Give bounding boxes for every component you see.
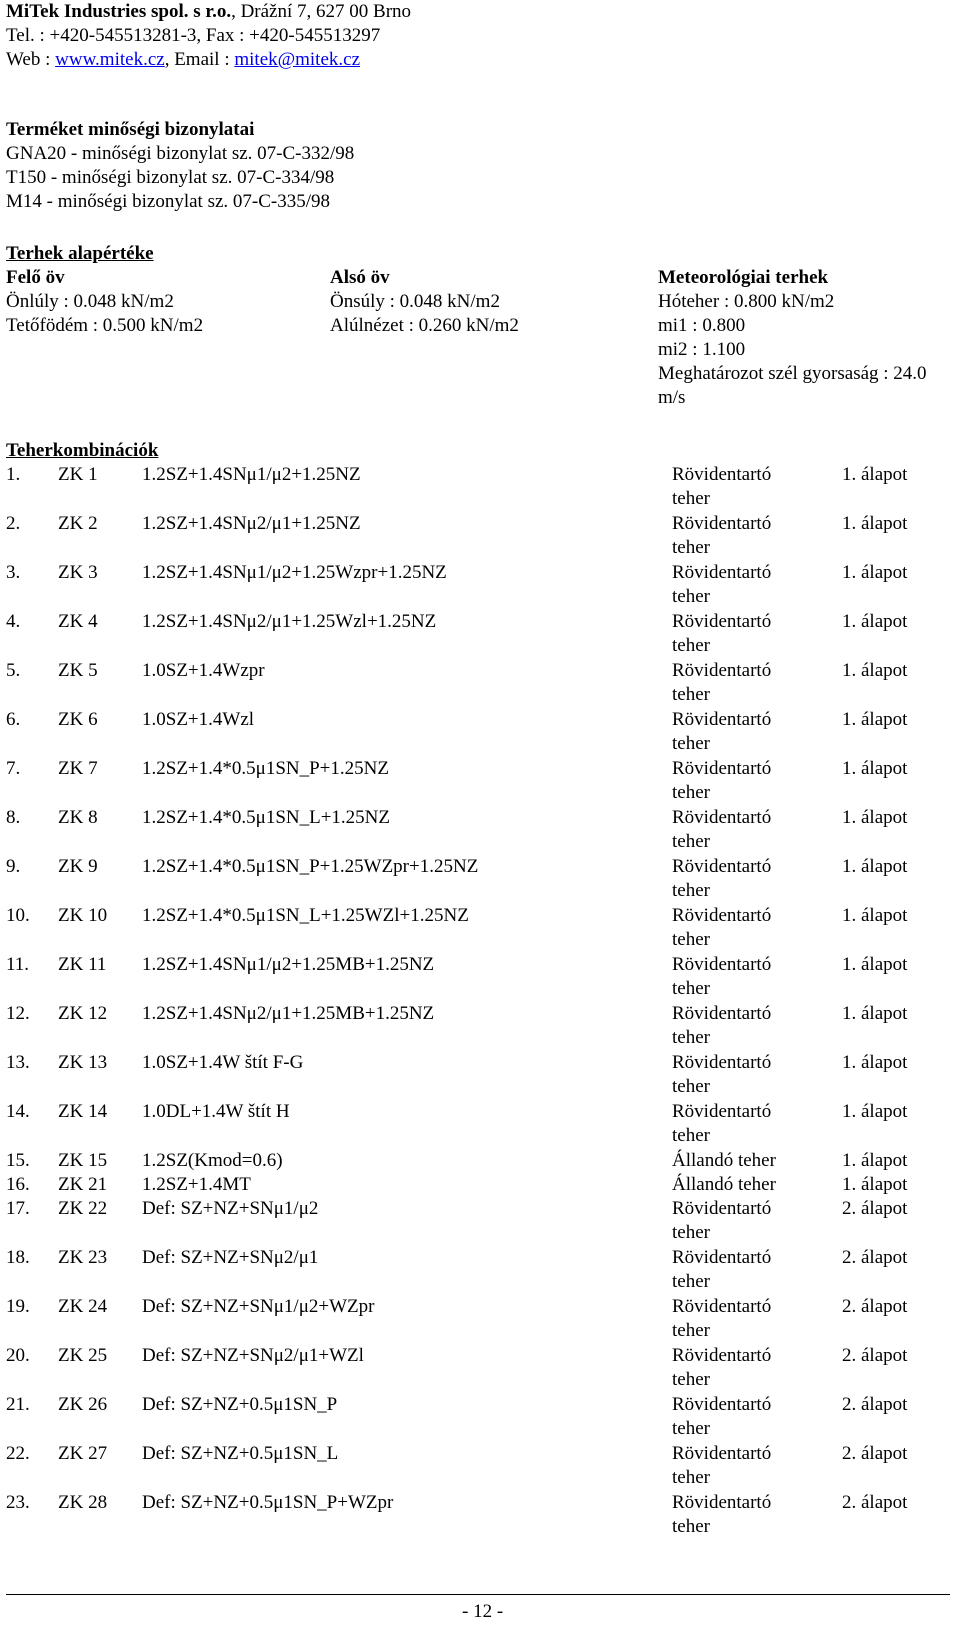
- combination-number: 22.: [6, 1443, 30, 1464]
- combination-formula: Def: SZ+NZ+0.5μ1SN_L: [142, 1443, 339, 1464]
- table-row: [6, 1197, 956, 1246]
- combination-formula: 1.0DL+1.4W štít H: [142, 1101, 290, 1122]
- top-chord-heading: Felő öv: [6, 267, 65, 288]
- combination-number: 11.: [6, 954, 30, 975]
- meteo-column: [658, 266, 958, 410]
- combination-state: 2. álapot: [842, 1345, 908, 1366]
- combination-number: 17.: [6, 1198, 30, 1219]
- top-chord-line: Tetőfödém : 0.500 kN/m2: [6, 315, 204, 336]
- table-row: [6, 806, 956, 855]
- table-row: [6, 1246, 956, 1295]
- combination-formula: 1.2SZ+1.4SNμ1/μ2+1.25MB+1.25NZ: [142, 954, 435, 975]
- combination-state: 1. álapot: [842, 562, 908, 583]
- combination-state: 2. álapot: [842, 1394, 908, 1415]
- combination-number: 23.: [6, 1492, 30, 1513]
- combination-name: ZK 5: [58, 660, 98, 681]
- combination-formula: 1.2SZ(Kmod=0.6): [142, 1150, 283, 1171]
- combination-type: Rövidentartó teher: [672, 513, 772, 558]
- table-row: [6, 904, 956, 953]
- combination-formula: Def: SZ+NZ+SNμ1/μ2+WZpr: [142, 1296, 375, 1317]
- combination-state: 2. álapot: [842, 1492, 908, 1513]
- combination-type: Rövidentartó teher: [672, 709, 772, 754]
- combination-name: ZK 10: [58, 905, 108, 926]
- meteo-heading: Meteorológiai terhek: [658, 267, 829, 288]
- table-row: [6, 1051, 956, 1100]
- table-row: [6, 1173, 956, 1197]
- combination-state: 1. álapot: [842, 1052, 908, 1073]
- combination-number: 2.: [6, 513, 21, 534]
- combination-formula: 1.0SZ+1.4W štít F-G: [142, 1052, 304, 1073]
- combination-state: 1. álapot: [842, 513, 908, 534]
- combination-number: 1.: [6, 464, 21, 485]
- combination-type: Rövidentartó teher: [672, 1443, 772, 1488]
- combination-type: Rövidentartó teher: [672, 1247, 772, 1292]
- combination-type: Rövidentartó teher: [672, 807, 772, 852]
- combination-state: 1. álapot: [842, 807, 908, 828]
- table-row: [6, 1442, 956, 1491]
- combination-type: Rövidentartó teher: [672, 1345, 772, 1390]
- combination-name: ZK 24: [58, 1296, 108, 1317]
- meteo-line: mi1 : 0.800: [658, 315, 746, 336]
- company-address: , Drážní 7, 627 00 Brno: [231, 1, 412, 22]
- combination-number: 19.: [6, 1296, 30, 1317]
- combination-name: ZK 15: [58, 1150, 108, 1171]
- combination-type: Rövidentartó teher: [672, 1052, 772, 1097]
- combination-type: Állandó teher: [672, 1150, 776, 1171]
- combination-state: 1. álapot: [842, 1003, 908, 1024]
- combination-formula: 1.2SZ+1.4SNμ1/μ2+1.25Wzpr+1.25NZ: [142, 562, 447, 583]
- combination-formula: 1.2SZ+1.4*0.5μ1SN_L+1.25WZl+1.25NZ: [142, 905, 469, 926]
- table-row: [6, 708, 956, 757]
- bottom-chord-column: [330, 266, 519, 338]
- combination-formula: 1.2SZ+1.4MT: [142, 1174, 251, 1195]
- combination-name: ZK 14: [58, 1101, 108, 1122]
- combination-number: 4.: [6, 611, 21, 632]
- combination-formula: 1.2SZ+1.4SNμ1/μ2+1.25NZ: [142, 464, 361, 485]
- bottom-chord-heading: Alsó öv: [330, 267, 390, 288]
- combination-state: 2. álapot: [842, 1296, 908, 1317]
- combination-number: 9.: [6, 856, 21, 877]
- combination-number: 6.: [6, 709, 21, 730]
- combination-state: 1. álapot: [842, 856, 908, 877]
- table-row: [6, 1344, 956, 1393]
- combination-state: 1. álapot: [842, 954, 908, 975]
- combination-name: ZK 25: [58, 1345, 108, 1366]
- table-row: [6, 1002, 956, 1051]
- web-line: [6, 48, 411, 72]
- combination-formula: Def: SZ+NZ+0.5μ1SN_P: [142, 1394, 338, 1415]
- combination-formula: 1.2SZ+1.4*0.5μ1SN_L+1.25NZ: [142, 807, 391, 828]
- product-item: GNA20 - minőségi bizonylat sz. 07-C-332/98: [6, 143, 355, 164]
- meteo-line: Hóteher : 0.800 kN/m2: [658, 291, 835, 312]
- combination-type: Rövidentartó teher: [672, 758, 772, 803]
- combination-name: ZK 26: [58, 1394, 108, 1415]
- combination-type: Rövidentartó teher: [672, 1394, 772, 1439]
- table-row: [6, 1295, 956, 1344]
- table-row: [6, 659, 956, 708]
- table-row: [6, 512, 956, 561]
- loads-title: Terhek alapértéke: [6, 243, 154, 264]
- company-name: MiTek Industries spol. s r.o.: [6, 1, 232, 22]
- combination-name: ZK 7: [58, 758, 98, 779]
- table-row: [6, 1393, 956, 1442]
- top-chord-column: [6, 266, 203, 338]
- company-line: [6, 0, 411, 24]
- combination-number: 13.: [6, 1052, 30, 1073]
- combination-number: 15.: [6, 1150, 30, 1171]
- combination-type: Rövidentartó teher: [672, 954, 772, 999]
- products-title: Terméket minőségi bizonylatai: [6, 119, 255, 140]
- combination-type: Rövidentartó teher: [672, 611, 772, 656]
- combination-number: 7.: [6, 758, 21, 779]
- web-link[interactable]: www.mitek.cz: [55, 49, 165, 70]
- combination-state: 1. álapot: [842, 660, 908, 681]
- combination-state: 1. álapot: [842, 464, 908, 485]
- email-label: , Email :: [164, 49, 235, 70]
- bottom-chord-line: Önsúly : 0.048 kN/m2: [330, 291, 500, 312]
- product-item: T150 - minőségi bizonylat sz. 07-C-334/98: [6, 167, 335, 188]
- combination-formula: 1.0SZ+1.4Wzl: [142, 709, 255, 730]
- table-row: [6, 1100, 956, 1149]
- combination-name: ZK 23: [58, 1247, 108, 1268]
- footer-divider: [6, 1594, 950, 1595]
- table-row: [6, 757, 956, 806]
- combination-type: Rövidentartó teher: [672, 464, 772, 509]
- combination-state: 2. álapot: [842, 1443, 908, 1464]
- combination-number: 5.: [6, 660, 21, 681]
- table-row: [6, 855, 956, 904]
- combination-name: ZK 9: [58, 856, 98, 877]
- combination-number: 18.: [6, 1247, 30, 1268]
- combination-name: ZK 6: [58, 709, 98, 730]
- table-row: [6, 561, 956, 610]
- combination-state: 1. álapot: [842, 758, 908, 779]
- combination-name: ZK 1: [58, 464, 98, 485]
- combination-type: Rövidentartó teher: [672, 1492, 772, 1537]
- combinations-title: Teherkombinációk: [6, 440, 159, 461]
- combination-name: ZK 28: [58, 1492, 108, 1513]
- combination-type: Állandó teher: [672, 1174, 776, 1195]
- combination-name: ZK 21: [58, 1174, 108, 1195]
- combinations-table: [6, 463, 956, 1540]
- combination-number: 14.: [6, 1101, 30, 1122]
- combination-state: 1. álapot: [842, 1150, 908, 1171]
- combination-number: 10.: [6, 905, 30, 926]
- combination-formula: 1.2SZ+1.4*0.5μ1SN_P+1.25WZpr+1.25NZ: [142, 856, 479, 877]
- combination-type: Rövidentartó teher: [672, 856, 772, 901]
- table-row: [6, 1491, 956, 1540]
- combination-name: ZK 11: [58, 954, 107, 975]
- combination-name: ZK 8: [58, 807, 98, 828]
- combination-name: ZK 2: [58, 513, 98, 534]
- combination-type: Rövidentartó teher: [672, 1101, 772, 1146]
- combination-name: ZK 4: [58, 611, 98, 632]
- combination-name: ZK 12: [58, 1003, 108, 1024]
- combination-state: 2. álapot: [842, 1247, 908, 1268]
- web-label: Web :: [6, 49, 56, 70]
- combination-state: 1. álapot: [842, 709, 908, 730]
- combination-number: 16.: [6, 1174, 30, 1195]
- table-row: [6, 953, 956, 1002]
- table-row: [6, 610, 956, 659]
- combination-type: Rövidentartó teher: [672, 562, 772, 607]
- top-chord-line: Önlúly : 0.048 kN/m2: [6, 291, 174, 312]
- page-number: - 12 -: [462, 1601, 504, 1622]
- combination-state: 2. álapot: [842, 1198, 908, 1219]
- combination-number: 8.: [6, 807, 21, 828]
- combination-formula: 1.2SZ+1.4SNμ2/μ1+1.25NZ: [142, 513, 361, 534]
- combination-type: Rövidentartó teher: [672, 1296, 772, 1341]
- combination-number: 21.: [6, 1394, 30, 1415]
- combination-state: 1. álapot: [842, 1101, 908, 1122]
- load-combinations: [6, 439, 956, 1540]
- combination-name: ZK 13: [58, 1052, 108, 1073]
- combination-formula: Def: SZ+NZ+SNμ2/μ1+WZl: [142, 1345, 364, 1366]
- meteo-line: Meghatározot szél gyorsaság : 24.0 m/s: [658, 363, 927, 408]
- combination-formula: 1.2SZ+1.4*0.5μ1SN_P+1.25NZ: [142, 758, 389, 779]
- combination-number: 12.: [6, 1003, 30, 1024]
- combination-name: ZK 22: [58, 1198, 108, 1219]
- combination-formula: 1.2SZ+1.4SNμ2/μ1+1.25MB+1.25NZ: [142, 1003, 435, 1024]
- combination-state: 1. álapot: [842, 1174, 908, 1195]
- load-values: [6, 242, 956, 412]
- combination-number: 3.: [6, 562, 21, 583]
- combination-formula: Def: SZ+NZ+SNμ2/μ1: [142, 1247, 319, 1268]
- meteo-line: mi2 : 1.100: [658, 339, 746, 360]
- product-certificates: [6, 118, 354, 214]
- combination-state: 1. álapot: [842, 611, 908, 632]
- combination-formula: Def: SZ+NZ+0.5μ1SN_P+WZpr: [142, 1492, 394, 1513]
- table-row: [6, 463, 956, 512]
- combination-state: 1. álapot: [842, 905, 908, 926]
- phone-line: Tel. : +420-545513281-3, Fax : +420-545513297: [6, 25, 381, 46]
- combination-type: Rövidentartó teher: [672, 1003, 772, 1048]
- bottom-chord-line: Alúlnézet : 0.260 kN/m2: [330, 315, 519, 336]
- product-item: M14 - minőségi bizonylat sz. 07-C-335/98: [6, 191, 331, 212]
- combination-number: 20.: [6, 1345, 30, 1366]
- combination-type: Rövidentartó teher: [672, 1198, 772, 1243]
- email-link[interactable]: mitek@mitek.cz: [234, 49, 361, 70]
- combination-formula: 1.2SZ+1.4SNμ2/μ1+1.25Wzl+1.25NZ: [142, 611, 437, 632]
- combination-name: ZK 27: [58, 1443, 108, 1464]
- table-row: [6, 1149, 956, 1173]
- combination-formula: Def: SZ+NZ+SNμ1/μ2: [142, 1198, 319, 1219]
- combination-formula: 1.0SZ+1.4Wzpr: [142, 660, 265, 681]
- combination-type: Rövidentartó teher: [672, 660, 772, 705]
- combination-name: ZK 3: [58, 562, 98, 583]
- company-header: [6, 0, 411, 72]
- combination-type: Rövidentartó teher: [672, 905, 772, 950]
